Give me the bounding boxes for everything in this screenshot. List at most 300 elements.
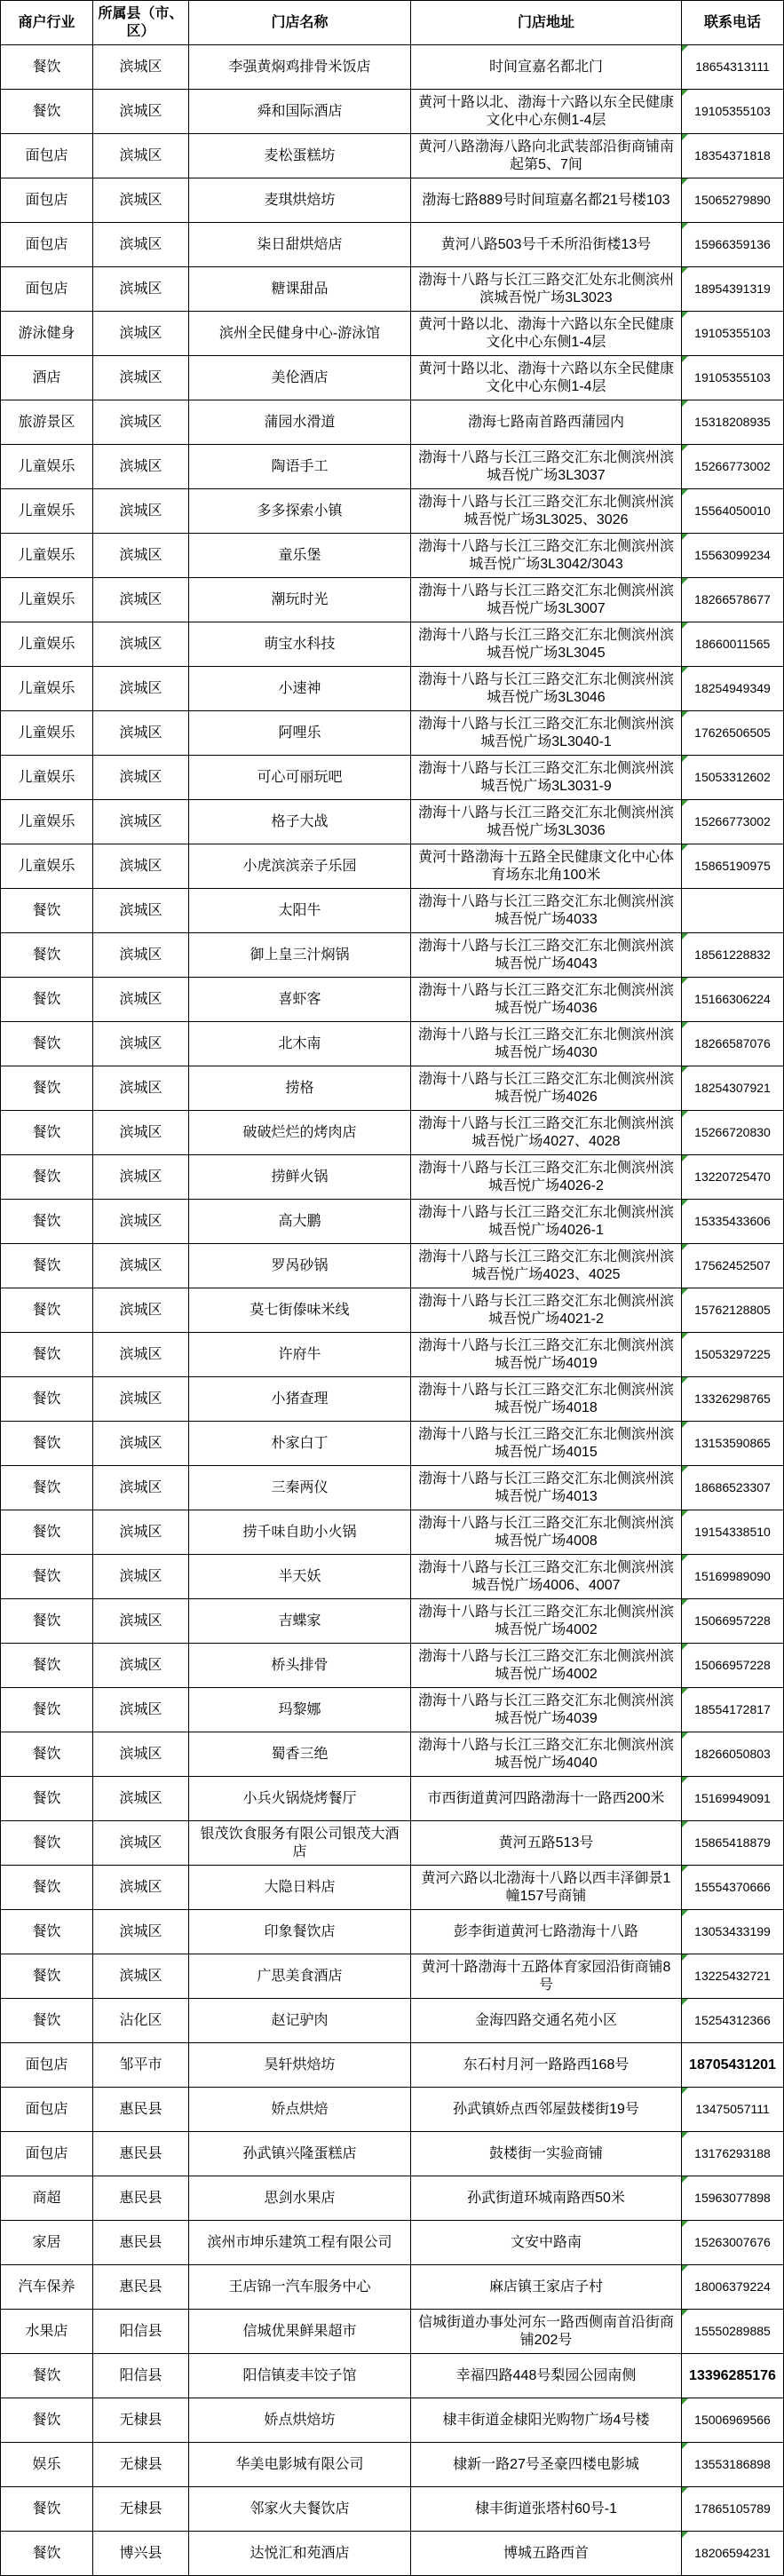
cell-county-text: 滨城区 xyxy=(119,458,162,474)
cell-phone-text: 18561228832 xyxy=(694,947,771,963)
cell-county xyxy=(93,578,189,622)
cell-address-text: 渤海十八路与长江三路交汇东北侧滨州滨城吾悦广场4033 xyxy=(418,894,675,927)
cell-county xyxy=(93,1732,189,1777)
table-row xyxy=(0,1599,784,1644)
cell-county xyxy=(93,2176,189,2221)
cell-phone-text: 15065279890 xyxy=(694,193,771,208)
cell-store-name xyxy=(189,1288,411,1333)
cell-county xyxy=(93,45,189,90)
cell-address xyxy=(411,223,682,267)
cell-address xyxy=(411,489,682,534)
green-corner-triangle-icon xyxy=(682,178,688,185)
cell-phone-text: 19154338510 xyxy=(694,1525,771,1540)
cell-store-name-text: 捞鲜火锅 xyxy=(271,1169,329,1185)
cell-address xyxy=(411,1244,682,1288)
cell-address xyxy=(411,2176,682,2221)
cell-phone xyxy=(682,1599,784,1644)
cell-address-text: 棣新一路27号圣豪四楼电影城 xyxy=(453,2456,639,2472)
green-corner-triangle-icon xyxy=(682,1777,688,1783)
table-row xyxy=(0,1688,784,1732)
cell-industry xyxy=(0,578,93,622)
cell-store-name xyxy=(189,534,411,578)
cell-store-name xyxy=(189,2443,411,2487)
cell-address xyxy=(411,1377,682,1422)
cell-phone xyxy=(682,578,784,622)
cell-phone xyxy=(682,1111,784,1155)
cell-address-text: 文安中路南 xyxy=(510,2234,582,2250)
cell-county xyxy=(93,1244,189,1288)
cell-phone-text: 18354371818 xyxy=(694,148,771,163)
cell-county xyxy=(93,1688,189,1732)
cell-phone-text: 18266587076 xyxy=(694,1036,771,1051)
cell-industry-text: 面包店 xyxy=(25,147,68,163)
cell-phone xyxy=(682,1866,784,1910)
green-corner-triangle-icon xyxy=(682,800,688,806)
cell-address-text: 孙武镇娇点西邻屋鼓楼街19号 xyxy=(453,2101,639,2117)
green-corner-triangle-icon xyxy=(682,1999,688,2005)
cell-industry xyxy=(0,534,93,578)
cell-address xyxy=(411,622,682,667)
cell-address xyxy=(411,2354,682,2398)
cell-address xyxy=(411,1954,682,1999)
cell-phone xyxy=(682,267,784,312)
cell-address xyxy=(411,1599,682,1644)
cell-industry xyxy=(0,2354,93,2398)
cell-phone xyxy=(682,978,784,1022)
cell-county-text: 滨城区 xyxy=(119,147,162,163)
green-corner-triangle-icon xyxy=(682,2487,688,2493)
cell-store-name xyxy=(189,2088,411,2132)
table-row xyxy=(0,1866,784,1910)
green-corner-triangle-icon xyxy=(682,1599,688,1605)
cell-county-text: 滨城区 xyxy=(119,236,162,252)
cell-phone xyxy=(682,1910,784,1954)
cell-county xyxy=(93,90,189,134)
cell-phone-text: 17562452507 xyxy=(694,1258,771,1273)
cell-industry-text: 餐饮 xyxy=(32,1346,61,1362)
table-row xyxy=(0,312,784,356)
cell-phone-text: 15563099234 xyxy=(694,548,771,563)
cell-store-name xyxy=(189,1422,411,1466)
cell-phone xyxy=(682,1510,784,1555)
cell-county-text: 滨城区 xyxy=(119,1879,162,1895)
table-row xyxy=(0,134,784,178)
cell-phone xyxy=(682,2176,784,2221)
cell-county xyxy=(93,1555,189,1599)
cell-address-text: 渤海十八路与长江三路交汇东北侧滨州滨城吾悦广场4036 xyxy=(418,983,675,1016)
cell-county xyxy=(93,1200,189,1244)
green-corner-triangle-icon xyxy=(682,489,688,495)
cell-store-name xyxy=(189,400,411,445)
cell-address-text: 渤海十八路与长江三路交汇东北侧滨州滨城吾悦广场3L3040-1 xyxy=(418,717,675,749)
cell-address xyxy=(411,978,682,1022)
cell-county xyxy=(93,933,189,978)
cell-store-name xyxy=(189,756,411,800)
cell-industry-text: 餐饮 xyxy=(32,2545,61,2561)
cell-county-text: 滨城区 xyxy=(119,1746,162,1762)
cell-phone-text: 18254307921 xyxy=(694,1081,771,1096)
cell-phone xyxy=(682,45,784,90)
cell-industry xyxy=(0,1200,93,1244)
cell-industry-text: 游泳健身 xyxy=(18,325,75,341)
cell-address xyxy=(411,800,682,844)
cell-store-name xyxy=(189,1333,411,1377)
cell-county xyxy=(93,711,189,756)
cell-phone xyxy=(682,489,784,534)
header-store-name xyxy=(189,0,411,45)
cell-phone xyxy=(682,445,784,489)
cell-county xyxy=(93,2088,189,2132)
cell-industry-text: 商超 xyxy=(32,2190,61,2206)
table-row xyxy=(0,2176,784,2221)
cell-phone xyxy=(682,178,784,223)
cell-county-text: 滨城区 xyxy=(119,1568,162,1584)
cell-address-text: 黄河五路513号 xyxy=(498,1835,594,1851)
cell-industry-text: 餐饮 xyxy=(32,1613,61,1629)
cell-phone xyxy=(682,933,784,978)
cell-industry-text: 餐饮 xyxy=(32,1302,61,1318)
cell-county xyxy=(93,2221,189,2265)
cell-industry-text: 餐饮 xyxy=(32,1391,61,1407)
cell-address-text: 渤海十八路与长江三路交汇东北侧滨州滨城吾悦广场3L3045 xyxy=(418,628,675,661)
cell-store-name-text: 小速神 xyxy=(278,680,321,696)
cell-phone-text: 15053312602 xyxy=(694,770,771,785)
cell-store-name xyxy=(189,2221,411,2265)
table-row xyxy=(0,2043,784,2088)
cell-phone-text: 15966359136 xyxy=(694,237,771,252)
cell-store-name-text: 王店锦一汽车服务中心 xyxy=(228,2279,371,2295)
cell-county-text: 滨城区 xyxy=(119,103,162,119)
table-row xyxy=(0,400,784,445)
cell-county xyxy=(93,267,189,312)
cell-address-text: 幸福四路448号梨园公园南侧 xyxy=(455,2367,637,2383)
cell-address-text: 黄河八路渤海八路向北武装部沿街商铺南起第5、7间 xyxy=(418,139,675,172)
cell-county-text: 滨城区 xyxy=(119,591,162,607)
cell-phone-text: 15564050010 xyxy=(694,503,771,519)
cell-store-name-text: 舜和国际酒店 xyxy=(257,103,343,119)
cell-industry xyxy=(0,1910,93,1954)
cell-industry xyxy=(0,2132,93,2176)
table-row xyxy=(0,1466,784,1510)
cell-county xyxy=(93,1066,189,1111)
cell-industry-text: 酒店 xyxy=(32,369,61,385)
cell-address-text: 渤海十八路与长江三路交汇东北侧滨州滨城吾悦广场3L3046 xyxy=(418,672,675,705)
cell-county-text: 滨城区 xyxy=(119,1923,162,1939)
cell-phone-text: 18660011565 xyxy=(694,637,771,652)
cell-address xyxy=(411,2132,682,2176)
cell-county-text: 滨城区 xyxy=(119,1080,162,1096)
cell-county xyxy=(93,400,189,445)
cell-store-name xyxy=(189,1732,411,1777)
cell-address xyxy=(411,134,682,178)
cell-address xyxy=(411,2265,682,2310)
cell-store-name-text: 御上皇三汁焖锅 xyxy=(249,947,350,963)
table-header-row xyxy=(0,0,784,45)
table-row xyxy=(0,534,784,578)
cell-phone-text: 15762128805 xyxy=(694,1303,771,1318)
cell-phone xyxy=(682,1244,784,1288)
cell-phone xyxy=(682,134,784,178)
green-corner-triangle-icon xyxy=(682,667,688,673)
table-row xyxy=(0,90,784,134)
green-corner-triangle-icon xyxy=(682,844,688,851)
cell-county xyxy=(93,1777,189,1821)
cell-store-name xyxy=(189,356,411,400)
cell-county-text: 滨城区 xyxy=(119,1391,162,1407)
cell-store-name xyxy=(189,1111,411,1155)
cell-county-text: 滨城区 xyxy=(119,1302,162,1318)
green-corner-triangle-icon xyxy=(682,1954,688,1961)
cell-county xyxy=(93,2487,189,2532)
green-corner-triangle-icon xyxy=(682,1688,688,1694)
cell-county-text: 滨城区 xyxy=(119,1346,162,1362)
cell-county-text: 阳信县 xyxy=(119,2323,162,2339)
cell-industry xyxy=(0,2532,93,2576)
cell-county-text: 滨城区 xyxy=(119,991,162,1007)
green-corner-triangle-icon xyxy=(682,2221,688,2227)
cell-store-name xyxy=(189,2487,411,2532)
cell-county xyxy=(93,2132,189,2176)
cell-address xyxy=(411,711,682,756)
cell-industry xyxy=(0,2398,93,2443)
green-corner-triangle-icon xyxy=(682,267,688,273)
cell-industry-text: 面包店 xyxy=(25,2145,68,2161)
cell-phone xyxy=(682,1377,784,1422)
cell-county-text: 滨城区 xyxy=(119,1790,162,1806)
cell-address-text: 黄河十路渤海十五路体育家园沿街商铺8号 xyxy=(421,1960,671,1993)
cell-address-text: 渤海十八路与长江三路交汇东北侧滨州滨城吾悦广场4008 xyxy=(418,1516,675,1549)
cell-address xyxy=(411,1644,682,1688)
cell-address-text: 渤海十八路与长江三路交汇东北侧滨州滨城吾悦广场4006、4007 xyxy=(418,1560,675,1593)
cell-address-text: 渤海十八路与长江三路交汇东北侧滨州滨城吾悦广场4002 xyxy=(418,1649,675,1682)
cell-store-name xyxy=(189,1377,411,1422)
table-row xyxy=(0,1022,784,1066)
cell-county xyxy=(93,1999,189,2043)
cell-industry xyxy=(0,2043,93,2088)
cell-address xyxy=(411,1111,682,1155)
header-county xyxy=(93,0,189,45)
cell-phone xyxy=(682,312,784,356)
cell-store-name xyxy=(189,1866,411,1910)
cell-phone xyxy=(682,534,784,578)
cell-industry-text: 餐饮 xyxy=(32,1035,61,1051)
cell-county-text: 滨城区 xyxy=(119,1169,162,1185)
cell-address-text: 黄河八路503号千禾所沿街楼13号 xyxy=(440,236,652,252)
cell-county xyxy=(93,1821,189,1866)
table-row xyxy=(0,2221,784,2265)
cell-industry xyxy=(0,223,93,267)
cell-address xyxy=(411,534,682,578)
green-corner-triangle-icon xyxy=(682,2443,688,2449)
cell-county xyxy=(93,1466,189,1510)
green-corner-triangle-icon xyxy=(682,756,688,762)
cell-store-name-text: 印象餐饮店 xyxy=(264,1923,336,1939)
cell-phone-text: 13153590865 xyxy=(694,1436,771,1451)
cell-phone xyxy=(682,622,784,667)
cell-industry-text: 面包店 xyxy=(25,2101,68,2117)
cell-industry xyxy=(0,667,93,711)
green-corner-triangle-icon xyxy=(682,312,688,318)
green-corner-triangle-icon xyxy=(682,1644,688,1650)
cell-store-name xyxy=(189,1022,411,1066)
cell-county-text: 惠民县 xyxy=(119,2279,162,2295)
cell-industry xyxy=(0,622,93,667)
cell-industry xyxy=(0,756,93,800)
cell-store-name-text: 可心可丽玩吧 xyxy=(257,769,343,785)
cell-address xyxy=(411,578,682,622)
cell-store-name-text: 麦松蛋糕坊 xyxy=(264,147,336,163)
cell-address-text: 渤海十八路与长江三路交汇处东北侧滨州滨城吾悦广场3L3023 xyxy=(418,273,675,305)
cell-industry xyxy=(0,1022,93,1066)
cell-industry-text: 儿童娱乐 xyxy=(18,813,75,829)
cell-county xyxy=(93,1333,189,1377)
header-store-name-label: 门店名称 xyxy=(271,14,329,30)
cell-store-name xyxy=(189,134,411,178)
cell-county-text: 滨城区 xyxy=(119,1701,162,1717)
cell-store-name-text: 李强黄焖鸡排骨米饭店 xyxy=(228,59,371,75)
cell-county-text: 滨城区 xyxy=(119,192,162,208)
cell-phone-text: 15169949091 xyxy=(694,1791,771,1806)
cell-phone-text: 15335433606 xyxy=(694,1214,771,1229)
cell-industry-text: 面包店 xyxy=(25,281,68,297)
cell-address-text: 信城街道办事处河东一路西侧南首沿街商铺202号 xyxy=(418,2315,675,2348)
cell-address-text: 孙武街道环城南路西50米 xyxy=(467,2190,625,2206)
cell-industry xyxy=(0,1111,93,1155)
cell-address-text: 渤海十八路与长江三路交汇东北侧滨州滨城吾悦广场4026 xyxy=(418,1072,675,1105)
cell-industry xyxy=(0,400,93,445)
cell-phone xyxy=(682,1644,784,1688)
cell-address xyxy=(411,1288,682,1333)
cell-store-name xyxy=(189,1466,411,1510)
cell-address xyxy=(411,1910,682,1954)
cell-industry-text: 餐饮 xyxy=(32,1968,61,1984)
cell-store-name-text: 达悦汇和苑酒店 xyxy=(249,2545,350,2561)
cell-county-text: 滨城区 xyxy=(119,325,162,341)
cell-address xyxy=(411,45,682,90)
cell-industry-text: 餐饮 xyxy=(32,59,61,75)
cell-store-name-text: 格子大战 xyxy=(271,813,329,829)
table-row xyxy=(0,1821,784,1866)
table-row xyxy=(0,2487,784,2532)
cell-store-name-text: 华美电影城有限公司 xyxy=(235,2456,364,2472)
cell-industry xyxy=(0,312,93,356)
cell-address-text: 渤海十八路与长江三路交汇东北侧滨州滨城吾悦广场4019 xyxy=(418,1338,675,1371)
green-corner-triangle-icon xyxy=(682,134,688,140)
cell-address xyxy=(411,1200,682,1244)
cell-store-name-text: 小虎滨滨亲子乐园 xyxy=(242,858,357,874)
cell-industry-text: 餐饮 xyxy=(32,1790,61,1806)
cell-store-name-text: 太阳牛 xyxy=(278,902,321,918)
cell-county-text: 滨城区 xyxy=(119,1613,162,1629)
cell-county-text: 滨城区 xyxy=(119,1435,162,1451)
cell-store-name xyxy=(189,1555,411,1599)
cell-phone xyxy=(682,1555,784,1599)
cell-industry-text: 餐饮 xyxy=(32,2367,61,2383)
cell-industry xyxy=(0,1821,93,1866)
cell-industry xyxy=(0,1244,93,1288)
cell-industry-text: 餐饮 xyxy=(32,2012,61,2028)
cell-address xyxy=(411,889,682,933)
cell-county-text: 无棣县 xyxy=(119,2456,162,2472)
cell-industry-text: 面包店 xyxy=(25,2057,68,2073)
cell-phone xyxy=(682,1288,784,1333)
cell-store-name xyxy=(189,2532,411,2576)
cell-address-text: 黄河十路渤海十五路全民健康文化中心体育场东北角100米 xyxy=(418,850,675,883)
cell-store-name xyxy=(189,178,411,223)
cell-address-text: 黄河十路以北、渤海十六路以东全民健康文化中心东侧1-4层 xyxy=(418,95,675,128)
table-row xyxy=(0,622,784,667)
cell-store-name-text: 潮玩时光 xyxy=(271,591,329,607)
table-row xyxy=(0,1954,784,1999)
table-row xyxy=(0,756,784,800)
cell-phone-text: 15006969566 xyxy=(694,2413,771,2428)
cell-phone xyxy=(682,667,784,711)
cell-phone xyxy=(682,1422,784,1466)
cell-industry-text: 餐饮 xyxy=(32,1080,61,1096)
cell-industry-text: 儿童娱乐 xyxy=(18,725,75,741)
table-row xyxy=(0,178,784,223)
cell-store-name xyxy=(189,1066,411,1111)
green-corner-triangle-icon xyxy=(682,45,688,52)
cell-store-name xyxy=(189,1155,411,1200)
cell-phone-text: 13176293188 xyxy=(694,2146,771,2161)
green-corner-triangle-icon xyxy=(682,356,688,362)
cell-store-name-text: 信城优果鲜果超市 xyxy=(242,2323,357,2339)
cell-store-name-text: 蒲园水滑道 xyxy=(264,414,336,430)
cell-phone xyxy=(682,1466,784,1510)
cell-phone-text: 13475057111 xyxy=(695,2102,770,2117)
cell-industry-text: 餐饮 xyxy=(32,1701,61,1717)
table-row xyxy=(0,1910,784,1954)
cell-address-text: 渤海十八路与长江三路交汇东北侧滨州滨城吾悦广场4040 xyxy=(418,1738,675,1771)
cell-county xyxy=(93,445,189,489)
cell-county xyxy=(93,978,189,1022)
cell-address-text: 渤海十八路与长江三路交汇东北侧滨州滨城吾悦广场4013 xyxy=(418,1471,675,1504)
table-row xyxy=(0,489,784,534)
cell-store-name xyxy=(189,1200,411,1244)
cell-address-text: 市西街道黄河四路渤海十一路西200米 xyxy=(427,1790,665,1806)
cell-store-name-text: 多多探索小镇 xyxy=(257,503,343,519)
cell-county xyxy=(93,800,189,844)
cell-store-name xyxy=(189,1244,411,1288)
cell-address xyxy=(411,1333,682,1377)
table-row xyxy=(0,889,784,933)
table-row xyxy=(0,1288,784,1333)
cell-phone-text: 13553186898 xyxy=(694,2457,771,2472)
cell-county xyxy=(93,534,189,578)
green-corner-triangle-icon xyxy=(682,534,688,540)
cell-county xyxy=(93,1910,189,1954)
cell-industry xyxy=(0,1155,93,1200)
cell-address-text: 鼓楼街一实验商铺 xyxy=(488,2145,603,2161)
cell-industry xyxy=(0,933,93,978)
cell-store-name xyxy=(189,2265,411,2310)
header-phone-label: 联系电话 xyxy=(703,14,761,30)
cell-store-name-text: 滨州市坤乐建筑工程有限公司 xyxy=(207,2234,392,2250)
cell-phone xyxy=(682,756,784,800)
cell-phone xyxy=(682,90,784,134)
cell-phone-text: 18954391319 xyxy=(694,281,771,297)
cell-county xyxy=(93,2354,189,2398)
cell-phone xyxy=(682,800,784,844)
cell-county-text: 滨城区 xyxy=(119,1035,162,1051)
cell-industry-text: 餐饮 xyxy=(32,1657,61,1673)
cell-county xyxy=(93,1155,189,1200)
cell-address xyxy=(411,1821,682,1866)
green-corner-triangle-icon xyxy=(682,1155,688,1161)
cell-address-text: 渤海十八路与长江三路交汇东北侧滨州滨城吾悦广场4015 xyxy=(418,1427,675,1460)
cell-store-name-text: 思剑水果店 xyxy=(264,2190,336,2206)
